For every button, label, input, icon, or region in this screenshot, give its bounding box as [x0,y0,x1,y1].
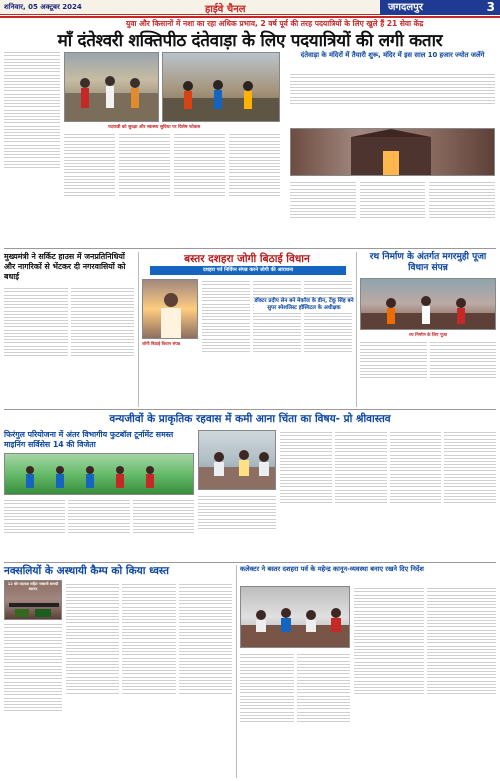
story-wildlife-text-2 [198,494,276,558]
story-bastar-subtitle: दशहरा पर्व निर्विघ्न संपन्न करने जोगी की आराधना [150,266,346,275]
story-naxal-text-1 [4,622,62,778]
city-banner [380,0,500,15]
story-naxal-text-2 [66,582,232,778]
photo-pilgrims-1 [64,52,159,122]
story-naxal-title: नक्सलियों के अस्थायी कैम्प को किया ध्वस्त [4,565,169,577]
lead-side-columns [290,180,495,244]
story-rath-text [360,340,496,407]
story-rath-title: रथ निर्माण के अंतर्गत मगरमुही पूजा विधान संपन्न [369,252,487,273]
photo-rath [360,278,496,330]
column-rule-2 [356,252,357,407]
column-rule-1 [138,252,139,407]
photo-pilgrims-2-art [163,53,280,122]
lead-column-1 [4,50,60,260]
photo-seminar-art [199,431,276,490]
story-football-text [4,498,194,558]
photo-collector-meeting [240,586,350,648]
masthead [0,0,500,15]
lead-side-title: दंतेवाड़ा के मंदिरों में तैयारी शुरू, मंदिर में इस साल 10 हजार ज्योत जलेंगे [300,51,485,59]
story-rath-caption: रथ निर्माण के लिए पूजा [408,333,448,338]
story-football-title: फिरंगुल परियोजना में अंतर विभागीय फुटबॉल टूर्नामेंट समस्त माइनिंग सर्विसेस 14 की विजेता [4,430,174,449]
story-collector-text-2 [240,652,350,778]
lead-headline: माँ दंतेश्वरी शक्तिपीठ दंतेवाड़ा के लिए पदयात्रियों की लगी कतार [57,31,443,51]
lead-kicker: युवा और किसानों में नशा का रहा अधिक प्रभाव, 2 वर्ष पूर्व की तरह पदयात्रियों के लिए खुले हैं 21 सेवा केंद्र [126,19,424,28]
section-rule-1 [4,248,496,249]
photo-football-art [5,454,194,495]
photo-temple-art [291,129,495,176]
lead-columns [64,132,280,244]
story-court-title: मुख्यमंत्री ने सर्किट हाउस में जनप्रतिनिधियों और नागरिकों से भेंटकर दी नगरवासियों को बधाई [4,252,126,281]
story-collector-text [354,586,496,778]
story-bastar-caption: जोगी बिठाई विधान संपन्न [142,341,181,346]
section-rule-3 [4,562,496,563]
photo-pilgrims-1-art [65,53,159,122]
story-court-text [4,286,134,406]
column-rule-3 [236,565,237,778]
lead-photo-caption: पदयात्री को सुरक्षा और स्वास्थ्य सुविधा पर विशेष फोकस [108,125,201,130]
story-wildlife-title: वन्यजीवों के प्राकृतिक रहवास में कमी आना चिंता का विषय- प्रो श्रीवास्तव [109,413,391,425]
masthead-rule [0,16,500,18]
photo-football [4,453,194,495]
photo-rath-art [361,279,496,330]
section-name: हाईवे चैनल [205,4,246,15]
story-collector-title: कलेक्टर ने बस्तर दशहरा पर्व के महेन्द्र कानून-व्यवस्था बनाए रखने दिए निर्देश [240,565,424,573]
photo-collector-meeting-art [241,587,350,648]
section-rule-2 [4,409,496,410]
story-naxal-caption: 12 बोर राइफल सहित नक्सली सामग्री बरामद [7,582,59,591]
city-name: जगदलपुर [388,2,423,13]
story-bastar-title: बस्तर दशहरा जोगी बिठाई विधान [184,253,310,265]
photo-pilgrims-2 [162,52,280,122]
issue-date: शनिवार, 05 अक्टूबर 2024 [4,3,82,11]
photo-temple [290,128,495,176]
story-doctor-title: डॉक्टर प्रदीप सेन बने मेकॉज के डीन, टेंकू सिंह बने सुपर स्पेशलिस्ट हॉस्पिटल के अधीक्षक [254,298,354,311]
photo-jogi-art [143,280,198,339]
photo-seminar [198,430,276,490]
story-wildlife-text [280,430,496,558]
photo-jogi [142,279,198,339]
lead-side-text [290,72,495,127]
page-number: 3 [486,0,495,14]
